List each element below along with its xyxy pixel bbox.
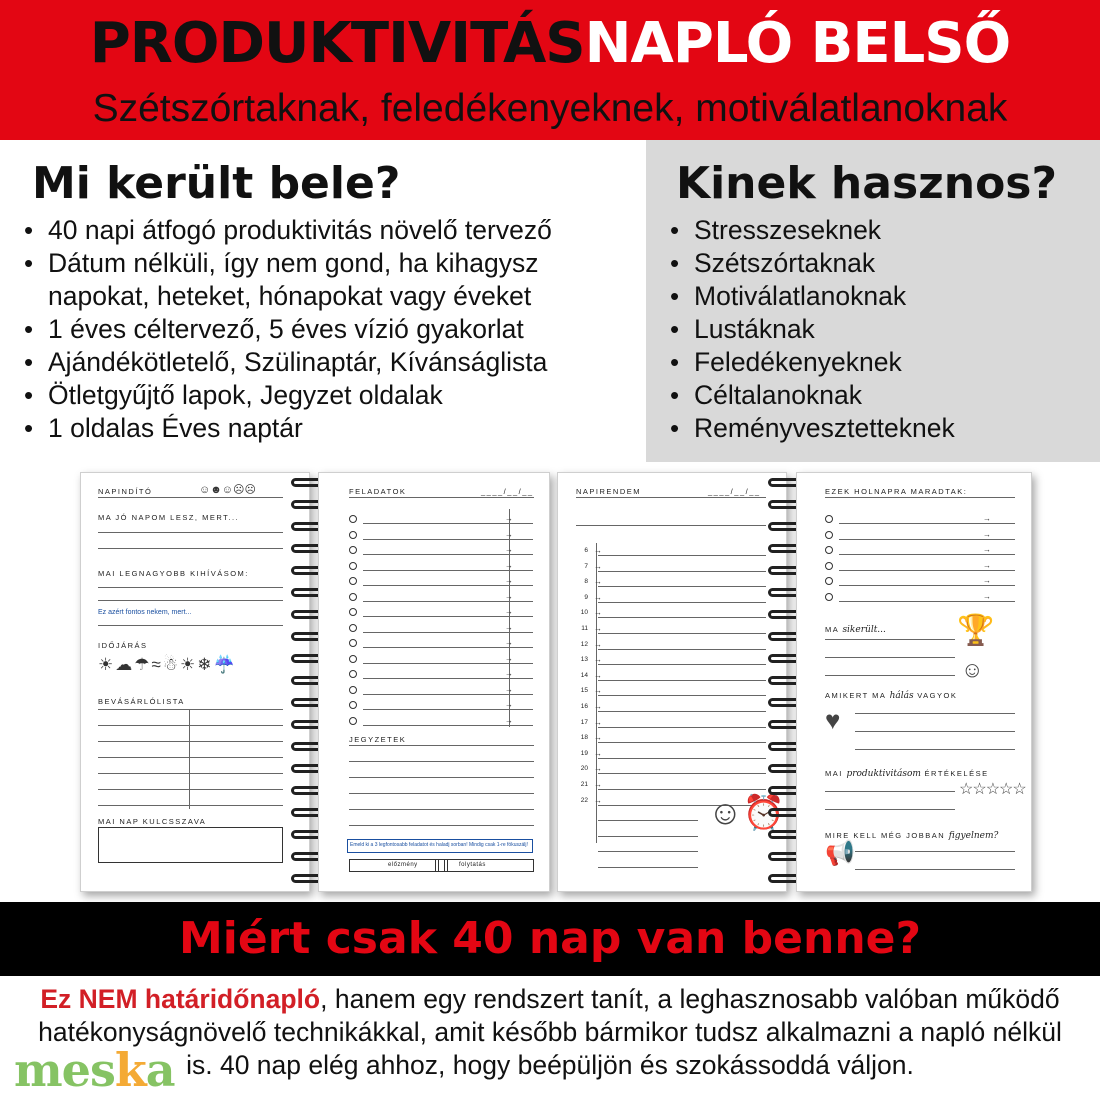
hour-line [598,773,766,774]
task-checkbox-icon [349,577,357,585]
hour-line [598,711,766,712]
task-checkbox-icon [349,562,357,570]
audience-column [646,140,1100,462]
emphasis-text: Ez NEM határidőnapló [40,984,321,1014]
feladatok-date: ____/__/__ [481,487,534,496]
hour-line [598,633,766,634]
carry-line [839,601,1015,602]
arrow-icon: → [983,545,991,554]
page-napirendem [557,472,787,892]
banner-question: Miért csak 40 nap van benne? [178,913,922,964]
arrow-icon: → [505,591,513,601]
meska-logo: meska [14,1043,175,1097]
holnapra-title: EZEK HOLNAPRA MARADTAK: [825,487,968,496]
explanation-paragraph [30,983,1070,1082]
arrow-icon: → [594,655,602,665]
hour-label: 19 [580,749,588,757]
weather-icons: ☀☁☂≈☃☀❄☔ [98,655,237,674]
hour-line [598,727,766,728]
smiley-icon: ☺ [961,657,984,682]
hour-label: 15 [580,687,588,695]
hour-line [598,695,766,696]
arrow-icon: → [505,514,513,523]
carry-checkbox-icon [825,531,833,539]
heart-stickman-icon: ♥ [825,705,841,735]
weather-label: IDŐJÁRÁS [98,641,148,650]
hour-line [598,571,766,572]
arrow-icon: → [594,561,602,571]
carry-line [839,585,1015,586]
task-line [363,632,533,633]
hour-label: 7 [584,562,588,570]
arrow-icon: → [594,670,602,680]
grateful-label: AMIKERT MA hálás VAGYOK [825,691,958,701]
task-checkbox-icon [349,593,357,601]
hour-line [598,602,766,603]
task-line [363,554,533,555]
arrow-icon: → [594,577,602,587]
napirendem-title: NAPIRENDEM [576,487,642,496]
hour-label: 21 [580,781,588,788]
list-item: • Szétszórtaknak [668,247,955,280]
task-checkbox-icon [349,515,357,523]
hour-label: 22 [580,796,588,804]
list-item: • 1 éves céltervező, 5 éves vízió gyakorlat [22,313,612,346]
page-holnapra [796,472,1032,892]
list-item: • Motiválatlanoknak [668,280,955,313]
important-label: Ez azért fontos nekem, mert... [98,609,192,616]
arrow-icon: → [505,715,513,725]
list-item: • Feledékenyeknek [668,346,955,379]
list-item: • Stresszeseknek [668,214,955,247]
hour-line [598,867,698,868]
list-item: • 40 napi átfogó produktivitás növelő tervező [22,214,612,247]
hour-line [598,586,766,587]
page-feladatok [318,472,550,892]
arrow-icon: → [505,669,513,678]
hour-label: 9 [584,593,588,601]
list-item: • 1 oldalas Éves naptár [22,412,612,445]
task-line [363,523,533,524]
stickman-clock-icon: ☺⏰ [708,794,786,832]
hour-label: 13 [580,656,588,664]
shopping-label: BEVÁSÁRLÓLISTA [98,697,185,706]
hour-label: 20 [580,765,588,773]
hour-line [598,758,766,759]
arrow-icon: → [594,608,602,618]
list-item: • Reményvesztetteknek [668,412,955,445]
hour-line [598,851,698,852]
page-subtitle: Szétszórtaknak, feledékenyeknek, motiválatlanoknak [92,87,1008,130]
hour-line [598,680,766,681]
arrow-icon: → [594,748,602,758]
task-line [363,663,533,664]
arrow-icon: → [983,560,991,570]
task-checkbox-icon [349,655,357,663]
arrow-icon: → [505,545,513,554]
hour-line [598,836,698,837]
prev-button[interactable]: előzmény [349,859,439,872]
divider [98,497,283,498]
page-title [0,8,1100,80]
mood-faces-icon: ☺☻☺☹☹ [199,484,256,496]
audience-list [668,214,955,445]
list-item: • Ajándékötletelő, Szülinaptár, Kívánságlista [22,346,612,379]
arrow-icon: → [505,684,513,694]
title-part-naplo-belso: NAPLÓ BELSŐ [584,11,1011,76]
success-label: MA sikerült... [825,625,886,635]
carry-checkbox-icon [825,593,833,601]
list-item: • Lustáknak [668,313,955,346]
task-checkbox-icon [349,531,357,539]
arrow-icon: → [983,576,991,585]
arrow-icon: → [594,592,602,602]
carry-checkbox-icon [825,546,833,554]
hour-label: 14 [580,671,588,679]
arrow-icon: → [505,560,513,570]
list-item: • Ötletgyűjtő lapok, Jegyzet oldalak [22,379,612,412]
arrow-icon: → [505,638,513,647]
task-line [363,678,533,679]
arrow-icon: → [594,624,602,633]
page-napindito [80,472,310,892]
task-checkbox-icon [349,608,357,616]
arrow-icon: → [505,529,513,539]
title-part-produktivitas: PRODUKTIVITÁS [89,11,585,76]
hour-line [598,789,766,790]
arrow-icon: → [983,514,991,523]
arrow-icon: → [594,546,602,555]
hour-line [598,664,766,665]
hour-label: 16 [580,703,588,710]
task-checkbox-icon [349,701,357,709]
attention-label: MIRE KELL MÉG JOBBAN figyelnem? [825,831,999,841]
hour-line [598,617,766,618]
arrow-icon: → [594,686,602,696]
hour-label: 17 [580,718,588,726]
arrow-icon: → [505,653,513,663]
arrow-icon: → [505,576,513,585]
carry-line [839,570,1015,571]
header-banner [0,0,1100,140]
rating-label: MAI produktivitásom ÉRTÉKELÉSE [825,769,989,779]
carry-checkbox-icon [825,515,833,523]
feladatok-title: FELADATOK [349,487,407,496]
hour-label: 6 [584,547,588,554]
task-line [363,585,533,586]
rating-stars-icon: ☆☆☆☆☆ [959,781,1026,798]
arrow-icon: → [594,795,602,805]
task-checkbox-icon [349,624,357,632]
tip-box [347,839,533,853]
arrow-icon: → [594,639,602,649]
hour-line [598,742,766,743]
paragraph-text: , hanem egy rendszert tanít, a leghasznosabb valóban működő hatékonyságnövelő technikákkal, amit később bármikor tudsz alkalmazni a napló nélkül is. 40 nap elég ahhoz, hogy beépüljön és szokássoddá váljon. [38,984,1062,1080]
megaphone-icon: 📢 [825,840,855,867]
arrow-icon: → [594,702,602,711]
hour-label: 18 [580,734,588,742]
task-checkbox-icon [349,686,357,694]
arrow-icon: → [594,764,602,774]
task-line [363,709,533,710]
hour-label: 12 [580,640,588,648]
list-item: • Céltalanoknak [668,379,955,412]
task-checkbox-icon [349,670,357,678]
task-checkbox-icon [349,717,357,725]
arrow-icon: → [983,529,991,539]
notes-label: JEGYZETEK [349,735,407,744]
hour-line [598,649,766,650]
arrow-icon: → [594,780,602,789]
hour-label: 11 [581,625,588,632]
next-button[interactable]: folytatás [444,859,534,872]
arrow-icon: → [594,717,602,727]
task-line [363,725,533,726]
arrow-icon: → [983,591,991,601]
question-banner [0,902,1100,976]
task-line [363,539,533,540]
napirendem-date: ____/__/__ [708,487,761,496]
arrow-icon: → [594,733,602,743]
arrow-icon: → [505,700,513,709]
contents-list [22,214,612,445]
task-line [363,616,533,617]
list-item: • Dátum nélküli, így nem gond, ha kihagysz napokat, heteket, hónapokat vagy éveket [22,247,612,313]
keyword-label: MAI NAP KULCSSZAVA [98,817,207,826]
keyword-box [98,827,283,863]
contents-column [0,140,646,462]
hour-label: 8 [584,578,588,586]
hour-label: 10 [580,609,588,617]
napindito-title: NAPINDÍTÓ [98,487,153,496]
task-line [363,647,533,648]
carry-line [839,554,1015,555]
task-checkbox-icon [349,639,357,647]
carry-line [839,523,1015,524]
tip-text: Emeld ki a 3 legfontosabb feladatot és haladj sorban! Mindig csak 1-re fókuszálj! [350,842,528,848]
notebook-preview [0,462,1100,902]
arrow-icon: → [505,607,513,616]
task-checkbox-icon [349,546,357,554]
task-line [363,601,533,602]
challenge-label: MAI LEGNAGYOBB KIHÍVÁSOM: [98,569,249,578]
task-line [363,570,533,571]
carry-checkbox-icon [825,562,833,570]
trophy-icon: 🏆 [957,614,995,647]
hour-line [598,820,698,821]
carry-checkbox-icon [825,577,833,585]
good-day-label: MA JÓ NAPOM LESZ, MERT... [98,513,240,522]
task-line [363,694,533,695]
contents-heading: Mi került bele? [32,158,401,209]
hour-line [598,555,766,556]
carry-line [839,539,1015,540]
arrow-icon: → [505,622,513,632]
audience-heading: Kinek hasznos? [676,158,1058,209]
